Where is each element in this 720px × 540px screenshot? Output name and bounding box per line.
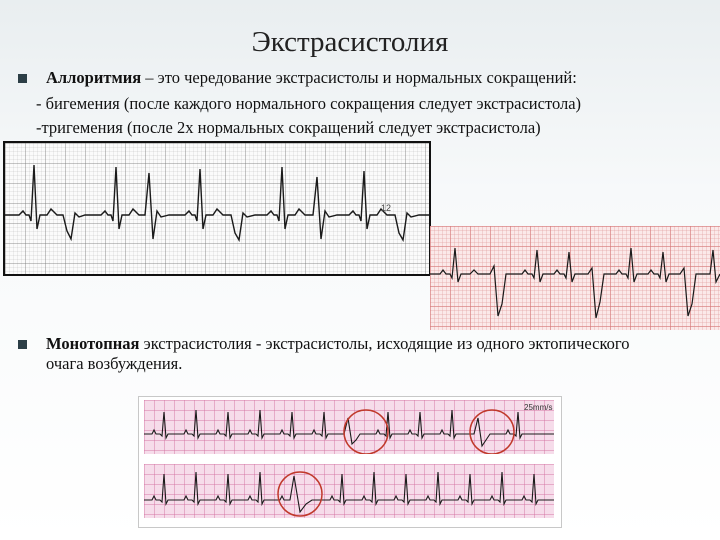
allorhythmia-definition [46, 68, 577, 88]
monotopic-term: Монотопная [46, 334, 140, 353]
ecg-trace-monotopic-top [144, 410, 554, 446]
bullet-marker [18, 74, 27, 83]
slide-title: Экстрасистолия [251, 26, 449, 58]
bullet-marker [18, 340, 27, 349]
ecg-strip-bigeminy [3, 141, 431, 276]
allorhythmia-term: Аллоритмия [46, 68, 142, 87]
ecg-trace-trigeminy [430, 248, 720, 318]
ecg-strip-monotopic-top [144, 400, 554, 454]
paper-speed-label: 25mm/s [524, 403, 553, 412]
bigeminy-line: - бигемения (после каждого нормального сокращения следует экстрасистола) [36, 94, 582, 113]
monotopic-definition [46, 334, 630, 354]
trigeminy-line: -тригемения (после 2х нормальных сокращений следует экстрасистола) [36, 118, 541, 137]
ecg-strip-monotopic-bottom [144, 464, 554, 518]
ecg-strip-trigeminy [430, 226, 720, 330]
ecg-trace-monotopic-bottom [144, 472, 554, 512]
monotopic-line2: очага возбуждения. [46, 354, 183, 373]
ecg-trace-bigeminy [5, 165, 431, 240]
lead-label: 12 [381, 203, 392, 213]
monotopic-text: экстрасистолия - экстрасистолы, исходящие из одного эктопического [139, 334, 630, 353]
allorhythmia-text: – это чередование экстрасистолы и нормальных сокращений: [141, 68, 577, 87]
